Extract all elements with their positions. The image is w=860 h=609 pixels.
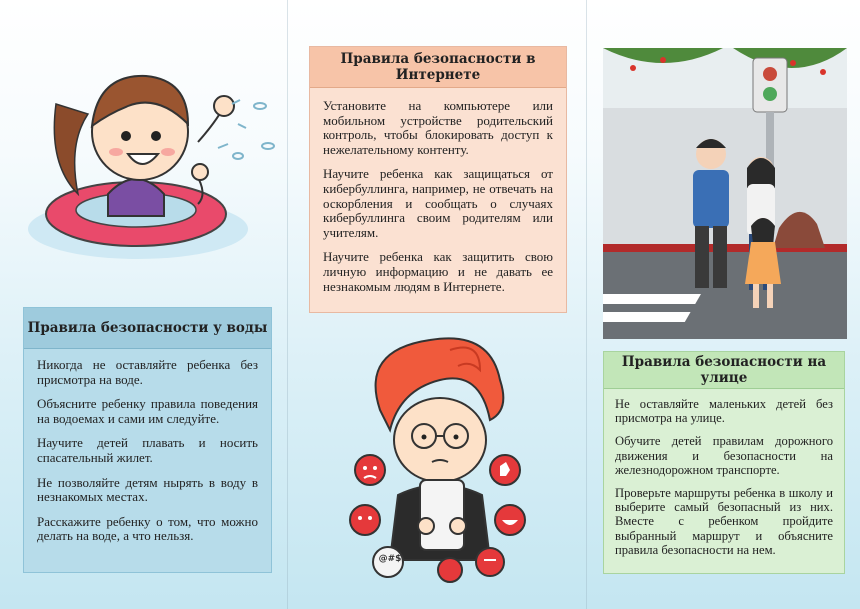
internet-safety-box bbox=[309, 46, 567, 313]
fold-line-left bbox=[287, 0, 288, 609]
water-safety-body bbox=[24, 349, 271, 544]
internet-rule-2: Научите ребенка как защищаться от кибербуллинга, например, не отвечать на оскорбления и сообщать о случаях кибербуллинга своим родителям или учителям. bbox=[323, 166, 553, 240]
internet-rule-1: Установите на компьютере или мобильном устройстве родительский контроль, чтобы блокировать доступ к нежелательному контенту. bbox=[323, 98, 553, 157]
water-rule-5: Расскажите ребенку о том, что можно делать на воде, а что нельзя. bbox=[37, 513, 258, 544]
street-rule-1: Не оставляйте маленьких детей без присмотра на улице. bbox=[615, 397, 833, 426]
fold-line-right bbox=[586, 0, 587, 609]
water-rule-4: Не позволяйте детям нырять в воду в незнакомых местах. bbox=[37, 474, 258, 505]
internet-safety-body bbox=[310, 88, 566, 294]
internet-rule-3: Научите ребенка как защитить свою личную информацию и не давать ее незнакомым людям в Интернете. bbox=[323, 249, 553, 294]
water-rule-2: Объясните ребенку правила поведения на водоемах и сами им следуйте. bbox=[37, 396, 258, 426]
internet-safety-header bbox=[310, 47, 566, 88]
street-rule-2: Обучите детей правилам дорожного движения и безопасности на железнодорожном транспорте. bbox=[615, 434, 833, 477]
street-safety-header bbox=[604, 352, 844, 389]
street-safety-body bbox=[604, 389, 844, 557]
swear-bubble-text: @#$ bbox=[378, 554, 402, 564]
water-safety-title: Правила безопасности у воды bbox=[27, 320, 268, 336]
water-rule-3: Научите детей плавать и носить спасательный жилет. bbox=[37, 435, 258, 465]
water-safety-header bbox=[24, 308, 271, 349]
water-rule-1: Никогда не оставляйте ребенка без присмотра на воде. bbox=[37, 357, 258, 387]
street-rule-3: Проверьте маршруты ребенка в школу и выберите самый безопасный из них. Вместе с ребенком пройдите выбранный маршрут и объясните правила безопасности на нем. bbox=[615, 486, 833, 557]
water-safety-box bbox=[23, 307, 272, 573]
street-safety-box bbox=[603, 351, 845, 574]
swimming-girl-illustration bbox=[28, 44, 278, 266]
street-safety-title: Правила безопасности на улице bbox=[621, 354, 827, 386]
family-crossing-street-illustration bbox=[603, 48, 847, 339]
internet-safety-title: Правила безопасности в Интернете bbox=[340, 51, 536, 83]
cyberbullied-boy-illustration bbox=[340, 330, 540, 585]
